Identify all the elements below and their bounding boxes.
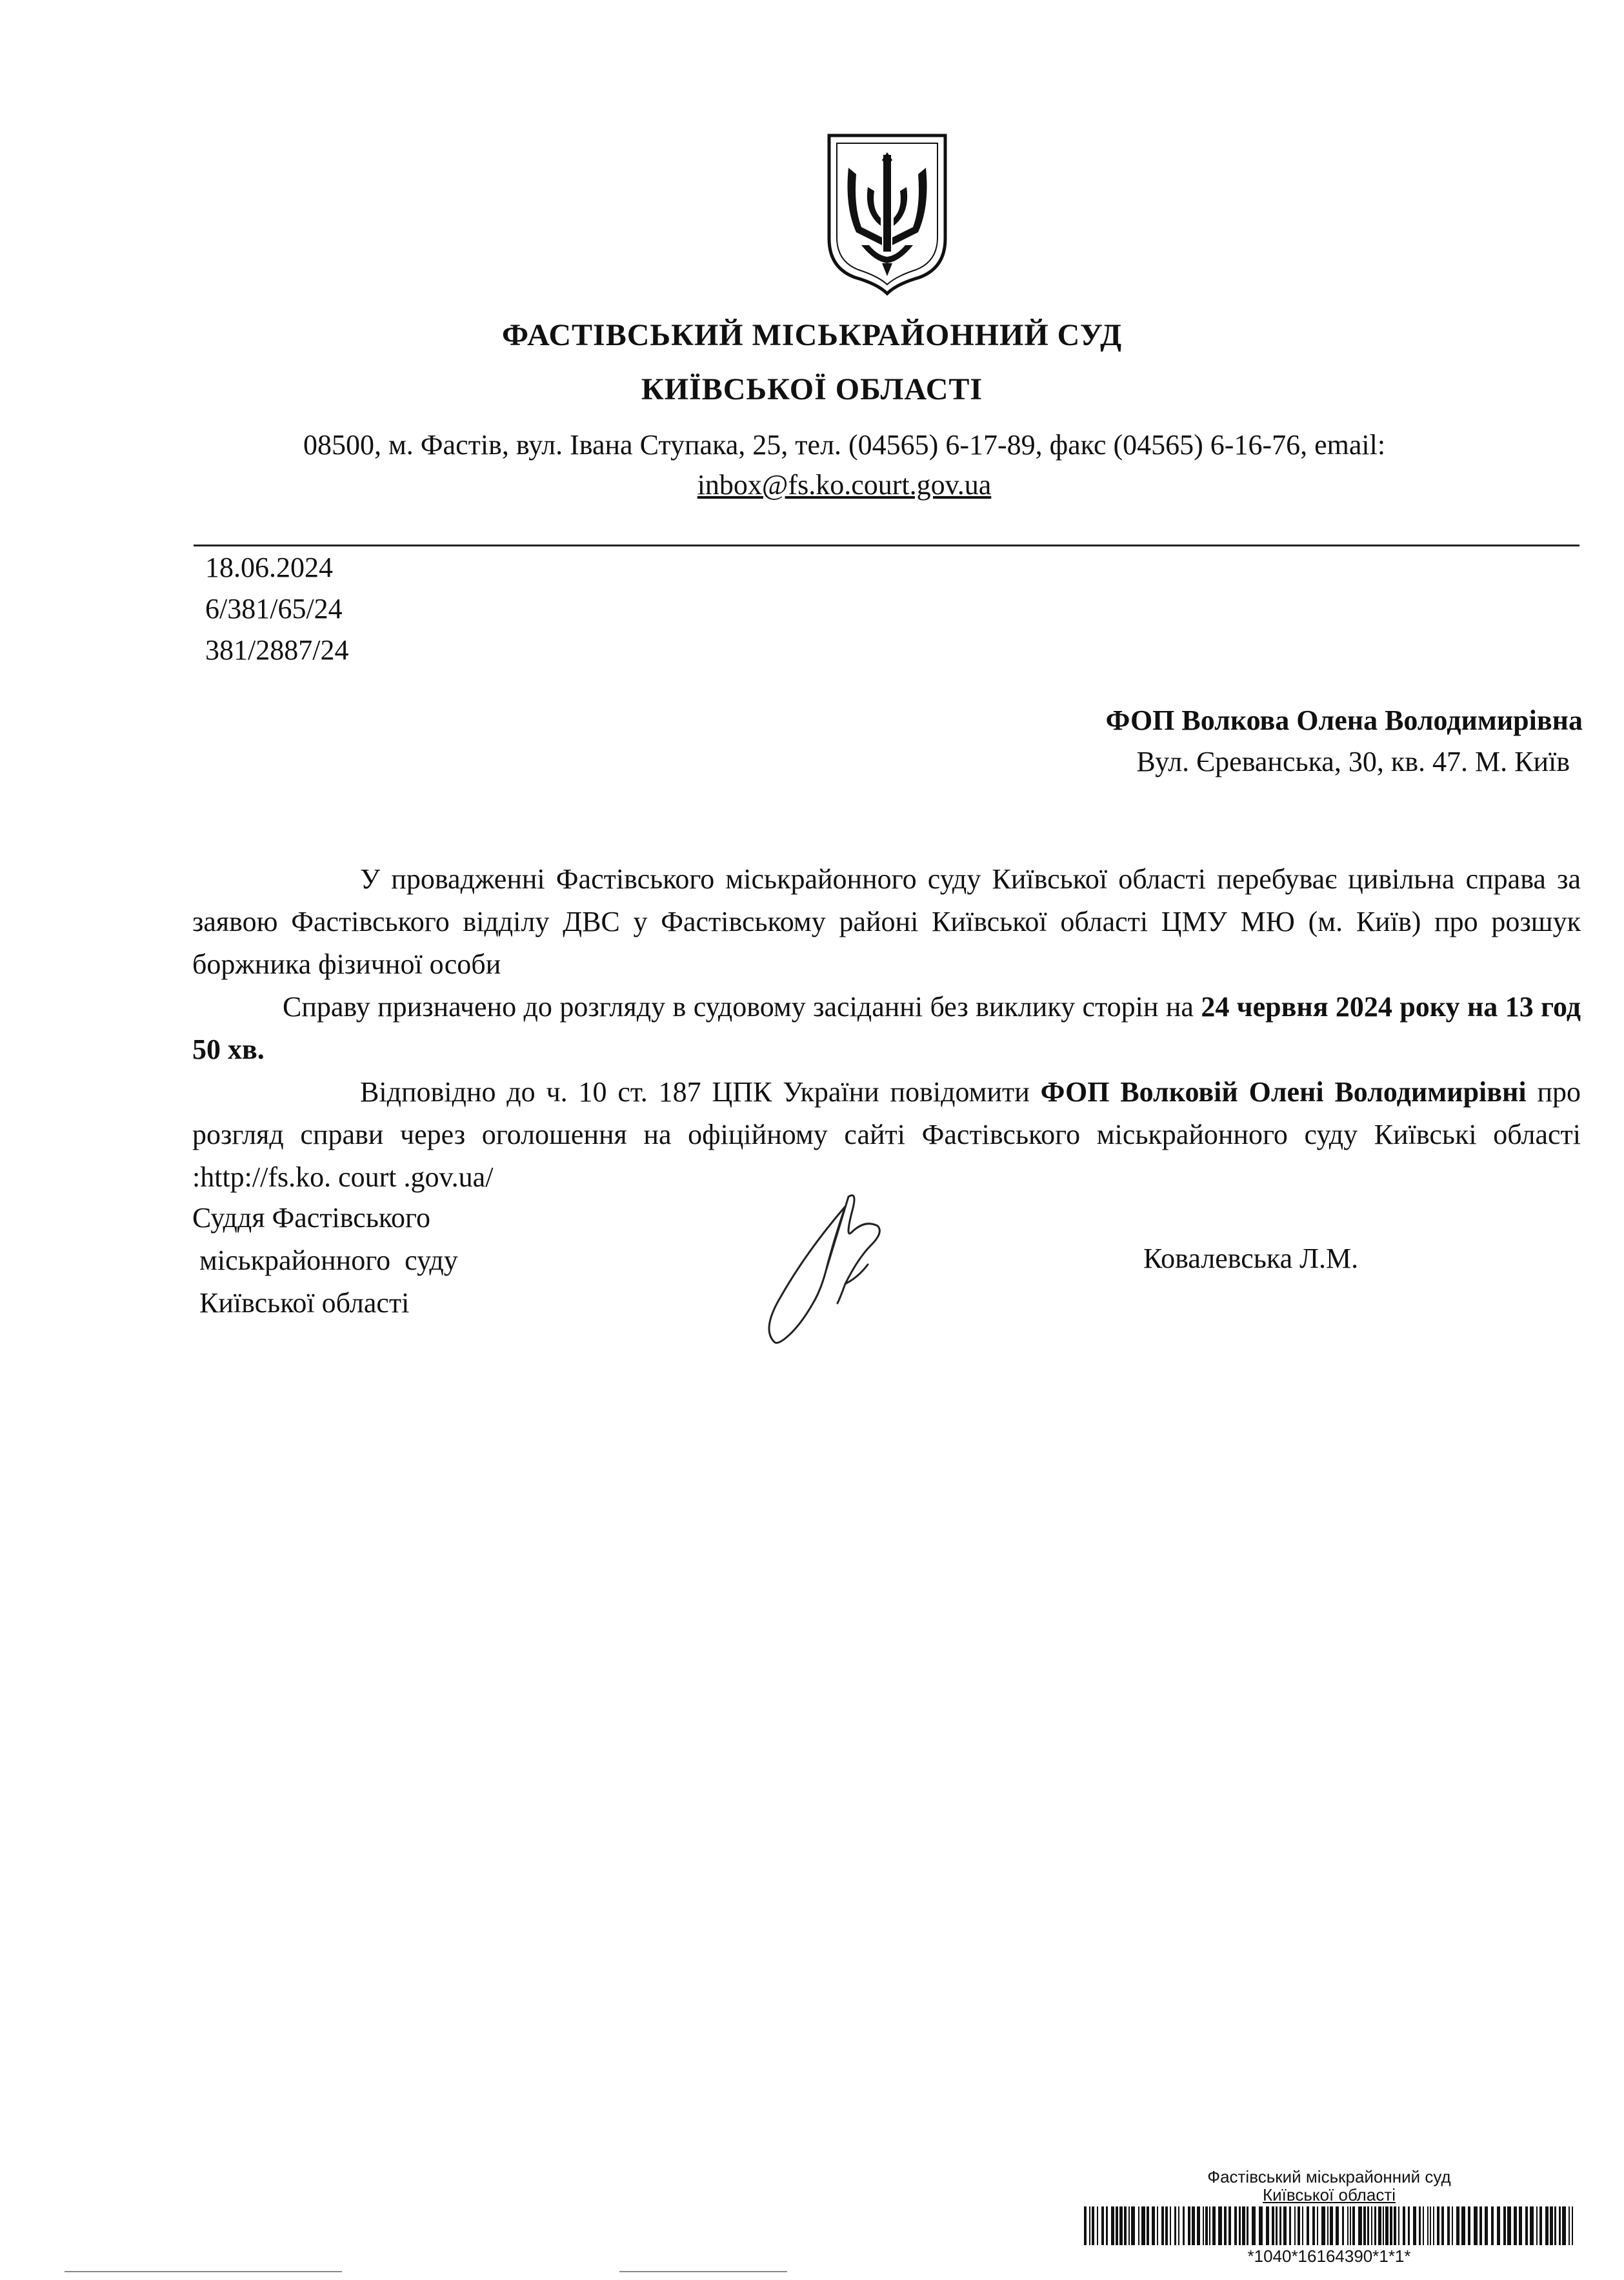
barcode-bar [1152, 2206, 1155, 2245]
letter-body [192, 858, 1581, 1199]
barcode-bar [1289, 2206, 1291, 2245]
barcode-bar [1089, 2206, 1090, 2245]
barcode-bar [1178, 2206, 1179, 2245]
barcode-bar [1321, 2206, 1325, 2245]
addressee-address: Вул. Єреванська, 30, кв. 47. М. Київ [1136, 746, 1570, 777]
barcode-bar [1119, 2206, 1123, 2245]
barcode-bar [1378, 2206, 1381, 2245]
barcode-bar [1138, 2206, 1139, 2245]
barcode-bar [1423, 2206, 1424, 2245]
barcode-bar [1330, 2206, 1333, 2245]
addressee-block [1106, 700, 1583, 783]
stamp-court-name: Фастівський міськрайонний суд [1207, 2167, 1451, 2186]
document-date: 18.06.2024 [205, 552, 333, 583]
addressee-name: ФОП Волкова Олена Володимирівна [1105, 705, 1583, 736]
body-paragraph-3: Відповідно до ч. 10 ст. 187 ЦПК України повідомити ФОП Волковій Олені Володимирівні про розгляд справи через оголошення на офіційному сайті Фастівського міськрайонного суду Київські області :http://fs.ko. court .gov.ua/ [192, 1076, 1581, 1193]
registration-stamp [1084, 2168, 1574, 2204]
barcode-bar [1485, 2206, 1488, 2245]
hearing-datetime: 24 червня 2024 року на 13 год 50 хв. [192, 991, 1581, 1065]
barcode-bar [1097, 2206, 1098, 2245]
barcode-bar [1519, 2206, 1522, 2245]
barcode-bar [1272, 2206, 1274, 2245]
barcode-bar [1427, 2206, 1429, 2245]
bottom-scan-line-2 [619, 2271, 787, 2272]
barcode-bar [1192, 2206, 1195, 2245]
barcode-bar [1350, 2206, 1351, 2245]
body-paragraph-1: У провадженні Фастівського міськрайонного суду Київської області перебуває цивільна справа за заявою Фастівського відділу ДВС у Фастівському районі Київської області ЦМУ МЮ (м. Київ) про розшук боржника фізичної особи [192, 863, 1581, 980]
barcode-bar [1161, 2206, 1164, 2245]
barcode-bar [1247, 2206, 1248, 2245]
barcode-bar [1128, 2206, 1130, 2245]
barcode-bar [1554, 2206, 1556, 2245]
barcode-bar [1111, 2206, 1114, 2245]
barcode-bar [1131, 2206, 1135, 2245]
body-paragraph-2: Справу призначено до розгляду в судовому засіданні без виклику сторін на 24 червня 2024 року на 13 год 50 хв. [192, 991, 1581, 1065]
barcode-bar [1491, 2206, 1494, 2245]
barcode-bar [1352, 2206, 1355, 2245]
coat-of-arms-icon [823, 129, 952, 297]
addressee-name-inline: ФОП Волковій Олені Володимирівні [1040, 1076, 1527, 1108]
barcode-bar [1205, 2206, 1208, 2245]
signature-title-line1: Суддя Фастівського [192, 1202, 430, 1234]
barcode-bar [1228, 2206, 1231, 2245]
court-name-line1: ФАСТІВСЬКИЙ МІСЬКРАЙОННИЙ СУД [501, 318, 1123, 352]
barcode-bar [1503, 2206, 1506, 2245]
barcode-bar [1413, 2206, 1416, 2245]
barcode-number: *1040*16164390*1*1* [1247, 2246, 1411, 2266]
barcode-bar [1084, 2206, 1087, 2245]
barcode-bar [1209, 2206, 1210, 2245]
barcode-bar [1141, 2206, 1145, 2245]
barcode-bar [1559, 2206, 1561, 2245]
outgoing-number: 6/381/65/24 [205, 593, 343, 625]
barcode-bar [1203, 2206, 1204, 2245]
barcode-bar [1252, 2206, 1256, 2245]
barcode-bar [1371, 2206, 1372, 2245]
barcode-bar [1374, 2206, 1376, 2245]
barcode-bar [1174, 2206, 1176, 2245]
barcode-bar [1358, 2206, 1362, 2245]
judge-name: Ковалевська Л.М. [1143, 1243, 1359, 1274]
barcode-bar [1218, 2206, 1222, 2245]
barcode-bar [1266, 2206, 1269, 2245]
barcode-bar [1497, 2206, 1500, 2245]
barcode-bar [1239, 2206, 1241, 2245]
barcode-bar [1479, 2206, 1482, 2245]
barcode-bar [1234, 2206, 1237, 2245]
document-references [205, 547, 348, 671]
barcode-bar [1367, 2206, 1369, 2245]
barcode-bar [1452, 2206, 1453, 2245]
barcode-bar [1456, 2206, 1459, 2245]
barcode-bar [1101, 2206, 1104, 2245]
barcode-bar [1302, 2206, 1303, 2245]
barcode-bar [1188, 2206, 1190, 2245]
barcode-bar [1342, 2206, 1344, 2245]
barcode-bar [1569, 2206, 1570, 2245]
stamp-region: Київської області [1262, 2185, 1396, 2205]
barcode-bar [1092, 2206, 1094, 2245]
barcode-bar [1545, 2206, 1549, 2245]
barcode-bar [1507, 2206, 1511, 2245]
barcode-bar [1461, 2206, 1465, 2245]
case-number: 381/2887/24 [205, 634, 349, 666]
barcode-bar [1562, 2206, 1566, 2245]
barcode-bar [1197, 2206, 1200, 2245]
barcode-bar [1408, 2206, 1410, 2245]
barcode-bar [1437, 2206, 1439, 2245]
barcode-bar [1530, 2206, 1534, 2245]
barcode-bar [1419, 2206, 1421, 2245]
barcode-bar [1447, 2206, 1450, 2245]
barcode-bar [1525, 2206, 1528, 2245]
barcode-bar [1398, 2206, 1399, 2245]
bottom-scan-line [65, 2271, 342, 2272]
barcode-bar [1165, 2206, 1168, 2245]
barcode-bar [1572, 2206, 1573, 2245]
court-email-link[interactable]: inbox@fs.ko.court.gov.ua [697, 469, 992, 501]
header-divider [194, 545, 1579, 546]
barcode-bar [1514, 2206, 1517, 2245]
barcode-bar [1394, 2206, 1396, 2245]
court-address: 08500, м. Фастів, вул. Івана Ступака, 25, тел. (04565) 6-17-89, факс (04565) 6-16-76, email: [303, 429, 1386, 461]
handwritten-signature-icon [755, 1187, 923, 1355]
barcode-bar [1106, 2206, 1108, 2245]
barcode-bar [1363, 2206, 1366, 2245]
barcode-bar [1307, 2206, 1309, 2245]
barcode-bar [1279, 2206, 1281, 2245]
barcode-bar [1441, 2206, 1444, 2245]
barcode-bar [1147, 2206, 1149, 2245]
court-name-line2: КИЇВСЬКОЇ ОБЛАСТІ [641, 372, 983, 406]
signature-title-line2: міськрайонного суду [192, 1245, 458, 1276]
barcode-bar [1390, 2206, 1392, 2245]
barcode-bar [1116, 2206, 1118, 2245]
barcode-bar [1157, 2206, 1158, 2245]
barcode-bar [1385, 2206, 1388, 2245]
barcode-bar [1312, 2206, 1315, 2245]
barcode-bar [1317, 2206, 1318, 2245]
barcode-bar [1327, 2206, 1328, 2245]
barcode-bar [1294, 2206, 1296, 2245]
barcode-bar [1298, 2206, 1300, 2245]
barcode-bar [1474, 2206, 1478, 2245]
barcode-icon [1084, 2206, 1574, 2245]
barcode-bar [1276, 2206, 1278, 2245]
barcode-bar [1283, 2206, 1287, 2245]
barcode-bar [1550, 2206, 1553, 2245]
signature-title [192, 1197, 458, 1325]
barcode-bar [1430, 2206, 1431, 2245]
barcode-bar [1170, 2206, 1171, 2245]
barcode-bar [1242, 2206, 1245, 2245]
barcode-bar [1259, 2206, 1263, 2245]
barcode-bar [1433, 2206, 1434, 2245]
signature-title-line3: Київської області [192, 1287, 410, 1319]
barcode-bar [1347, 2206, 1348, 2245]
barcode-bar [1224, 2206, 1227, 2245]
barcode-bar [1183, 2206, 1185, 2245]
barcode-bar [1539, 2206, 1542, 2245]
barcode-bar [1403, 2206, 1405, 2245]
barcode-bar [1383, 2206, 1384, 2245]
barcode-bar [1336, 2206, 1339, 2245]
barcode-bar [1468, 2206, 1470, 2245]
barcode-bar [1124, 2206, 1127, 2245]
barcode-bar [1212, 2206, 1216, 2245]
barcode-bar [1536, 2206, 1538, 2245]
